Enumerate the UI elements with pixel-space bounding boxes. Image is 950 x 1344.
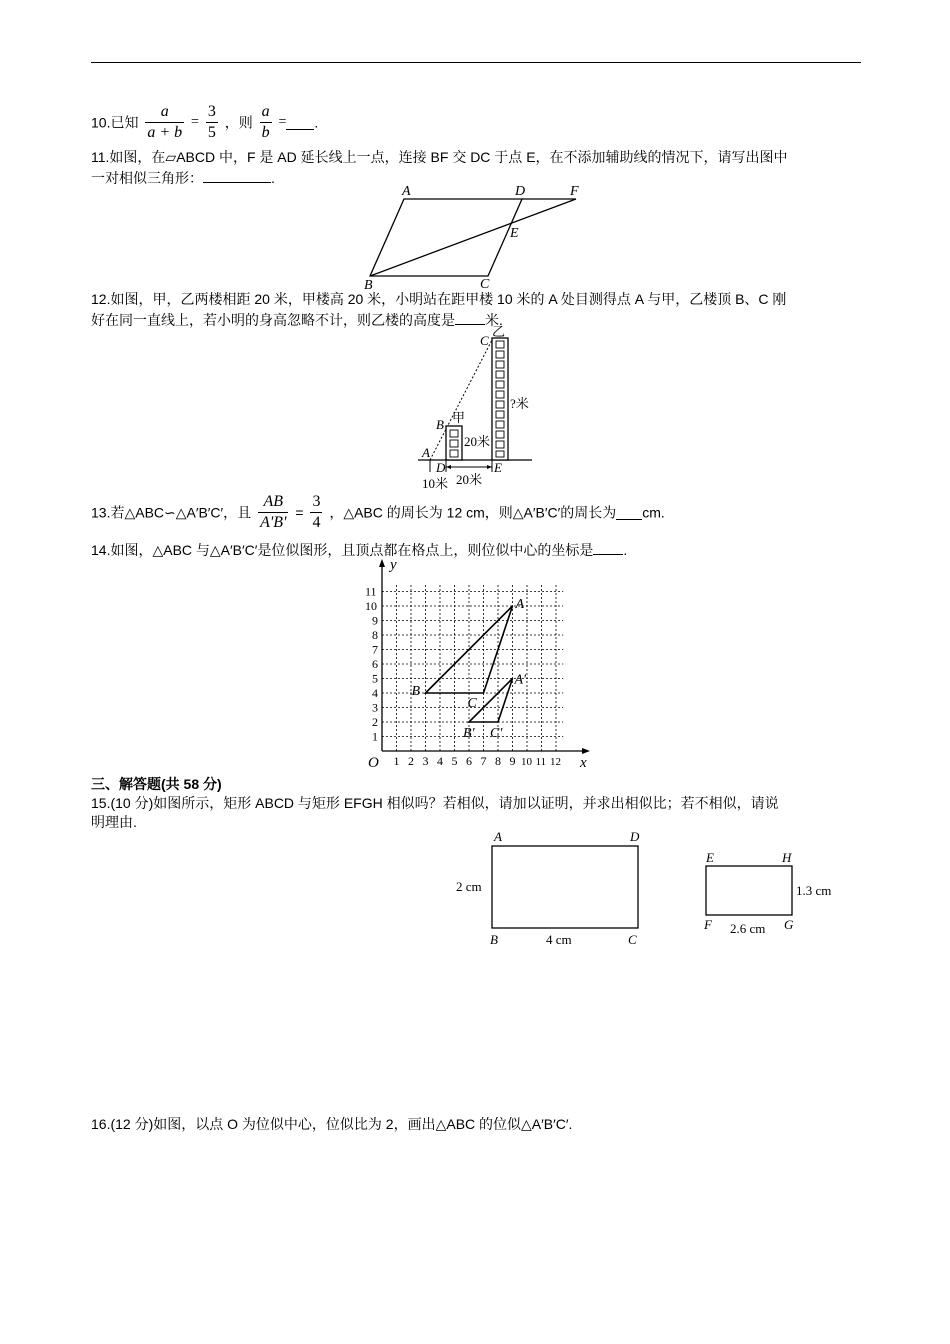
q12-label-e: E <box>494 460 502 475</box>
x-tick-label: 10 <box>521 756 532 768</box>
x-tick-label: 2 <box>408 754 414 768</box>
q11-parallelogram-figure <box>360 182 590 290</box>
q10-prefix: 10.已知 <box>91 114 139 131</box>
q14-axis-x-label: x <box>580 755 587 771</box>
x-tick-label: 9 <box>509 754 516 768</box>
y-tick-label: 6 <box>372 657 378 671</box>
q14-label-a: A <box>515 597 525 612</box>
q14-origin-label: O <box>368 755 379 771</box>
q13-answer-blank[interactable] <box>616 505 642 520</box>
q11-line-1: 11.如图，在▱ABCD 中，F 是 AD 延长线上一点，连接 BF 交 DC 于点 E，在不添加辅助线的情况下，请写出图中 <box>91 149 788 165</box>
q15-line-1: 15.(10 分)如图所示，矩形 ABCD 与矩形 EFGH 相似吗？若相似，请加以证明，并求出相似比；若不相似，请说 <box>91 795 779 811</box>
y-tick-label: 7 <box>372 642 378 657</box>
y-tick-label: 11 <box>365 584 377 599</box>
q16-line-1: 16.(12 分)如图，以点 O 为位似中心，位似比为 2，画出△ABC 的位似△A′B′C′. <box>91 1116 573 1132</box>
q11-label-f: F <box>570 184 579 199</box>
q12-buildings-figure <box>410 326 540 492</box>
x-tick-label: 8 <box>495 754 501 768</box>
q12-label-jia: 甲 <box>452 410 466 425</box>
q11-answer-blank[interactable] <box>203 168 271 183</box>
q15-label-g: G <box>784 917 794 932</box>
q15-label-e: E <box>706 850 714 865</box>
q12-height-jia: 20米 <box>464 434 491 449</box>
q15-label-d: D <box>630 829 640 844</box>
y-tick-label: 8 <box>372 628 378 642</box>
q15-len-gh: 1.3 cm <box>796 883 832 898</box>
y-tick-label: 10 <box>365 599 377 613</box>
q14-label-b1: B′ <box>463 726 475 741</box>
x-tick-label: 11 <box>535 756 547 768</box>
x-tick-label: 7 <box>480 754 487 768</box>
q12-dist-ad: 10米 <box>422 476 449 491</box>
q12-line-1: 12.如图，甲，乙两楼相距 20 米，甲楼高 20 米，小明站在距甲楼 10 米的 A 处目测得点 A 与甲，乙楼顶 B、C 刚 <box>91 291 787 307</box>
question-10: 10.已知 $\frac{a}{a + b}$ = $\frac{3}{5}$ ，则 $\frac{a}{b}$ = . <box>91 103 319 141</box>
q15-label-a: A <box>494 829 502 844</box>
q11-line-2: 一对相似三角形： . <box>91 170 275 186</box>
y-tick-label: 2 <box>372 715 378 729</box>
header-rule <box>91 62 861 63</box>
y-tick-label: 1 <box>372 729 378 744</box>
q14-coordinate-grid-figure <box>350 555 600 773</box>
q13-fraction-ratio: $\frac{AB}{A'B'}$ <box>260 493 287 531</box>
q12-height-unknown: ?米 <box>510 396 529 411</box>
q12-label-a: A <box>422 445 430 460</box>
q15-len-fg: 2.6 cm <box>730 921 766 936</box>
q10-fraction-3: $\frac{a}{b}$ <box>261 103 270 141</box>
q13-fraction-value: $\frac{3}{4}$ <box>312 493 321 531</box>
q10-fraction-2: $\frac{3}{5}$ <box>207 103 216 141</box>
q15-label-h: H <box>782 850 792 865</box>
section-3-title: 三、解答题(共 58 分) <box>91 776 222 792</box>
y-tick-label: 4 <box>372 686 378 700</box>
q12-dist-de: 20米 <box>456 472 483 487</box>
x-tick-label: 4 <box>437 754 443 768</box>
q10-fraction-1: $\frac{a}{a + b}$ <box>147 103 183 141</box>
x-tick-label: 6 <box>466 754 472 768</box>
x-tick-label: 1 <box>393 754 400 768</box>
question-13: 13.若△ABC∽△A′B′C′，且 $\frac{AB}{A'B'}$ = $\frac{3}{4}$ ，△ABC 的周长为 12 cm，则△A′B′C′的周长为 cm. <box>91 493 665 531</box>
q10-answer-blank[interactable] <box>286 115 314 130</box>
q11-label-b: B <box>364 278 373 290</box>
x-tick-label: 5 <box>451 754 458 768</box>
q12-answer-blank[interactable] <box>455 310 485 325</box>
q11-label-e: E <box>510 226 519 241</box>
q15-rect-efgh <box>706 866 792 915</box>
q14-label-c: C <box>467 696 477 711</box>
q11-label-c: C <box>480 277 490 290</box>
q12-label-c: C <box>480 333 489 348</box>
q12-label-d: D <box>436 460 446 475</box>
y-tick-label: 5 <box>372 671 378 686</box>
q14-label-a1: A′ <box>514 672 527 688</box>
q11-label-a: A <box>402 184 411 199</box>
x-tick-label: 3 <box>422 754 429 768</box>
q15-label-b: B <box>490 932 498 947</box>
q15-len-ab: 2 cm <box>456 879 482 894</box>
q15-line-2: 明理由. <box>91 814 137 830</box>
q12-label-b: B <box>436 417 444 432</box>
y-tick-label: 3 <box>372 700 378 715</box>
q11-label-d: D <box>515 184 526 199</box>
q12-label-yi: 乙 <box>492 326 506 339</box>
y-tick-label: 9 <box>372 613 378 628</box>
q15-label-c: C <box>628 932 637 947</box>
q14-label-c1: C′ <box>490 726 503 741</box>
q14-line-1: 14.如图，△ABC 与△A′B′C′是位似图形，且顶点都在格点上，则位似中心的坐标是 . <box>91 542 628 558</box>
q15-label-f: F <box>704 917 712 932</box>
q14-label-b: B <box>411 684 421 699</box>
x-tick-label: 12 <box>550 756 561 768</box>
q15-rectangles-figure <box>450 826 850 951</box>
q15-rect-abcd <box>492 846 638 928</box>
q14-answer-blank[interactable] <box>593 540 623 555</box>
q15-len-bc: 4 cm <box>546 932 572 947</box>
q12-line-2: 好在同一直线上，若小明的身高忽略不计，则乙楼的高度是 米. <box>91 312 503 328</box>
q14-axis-y-label: y <box>390 557 397 573</box>
